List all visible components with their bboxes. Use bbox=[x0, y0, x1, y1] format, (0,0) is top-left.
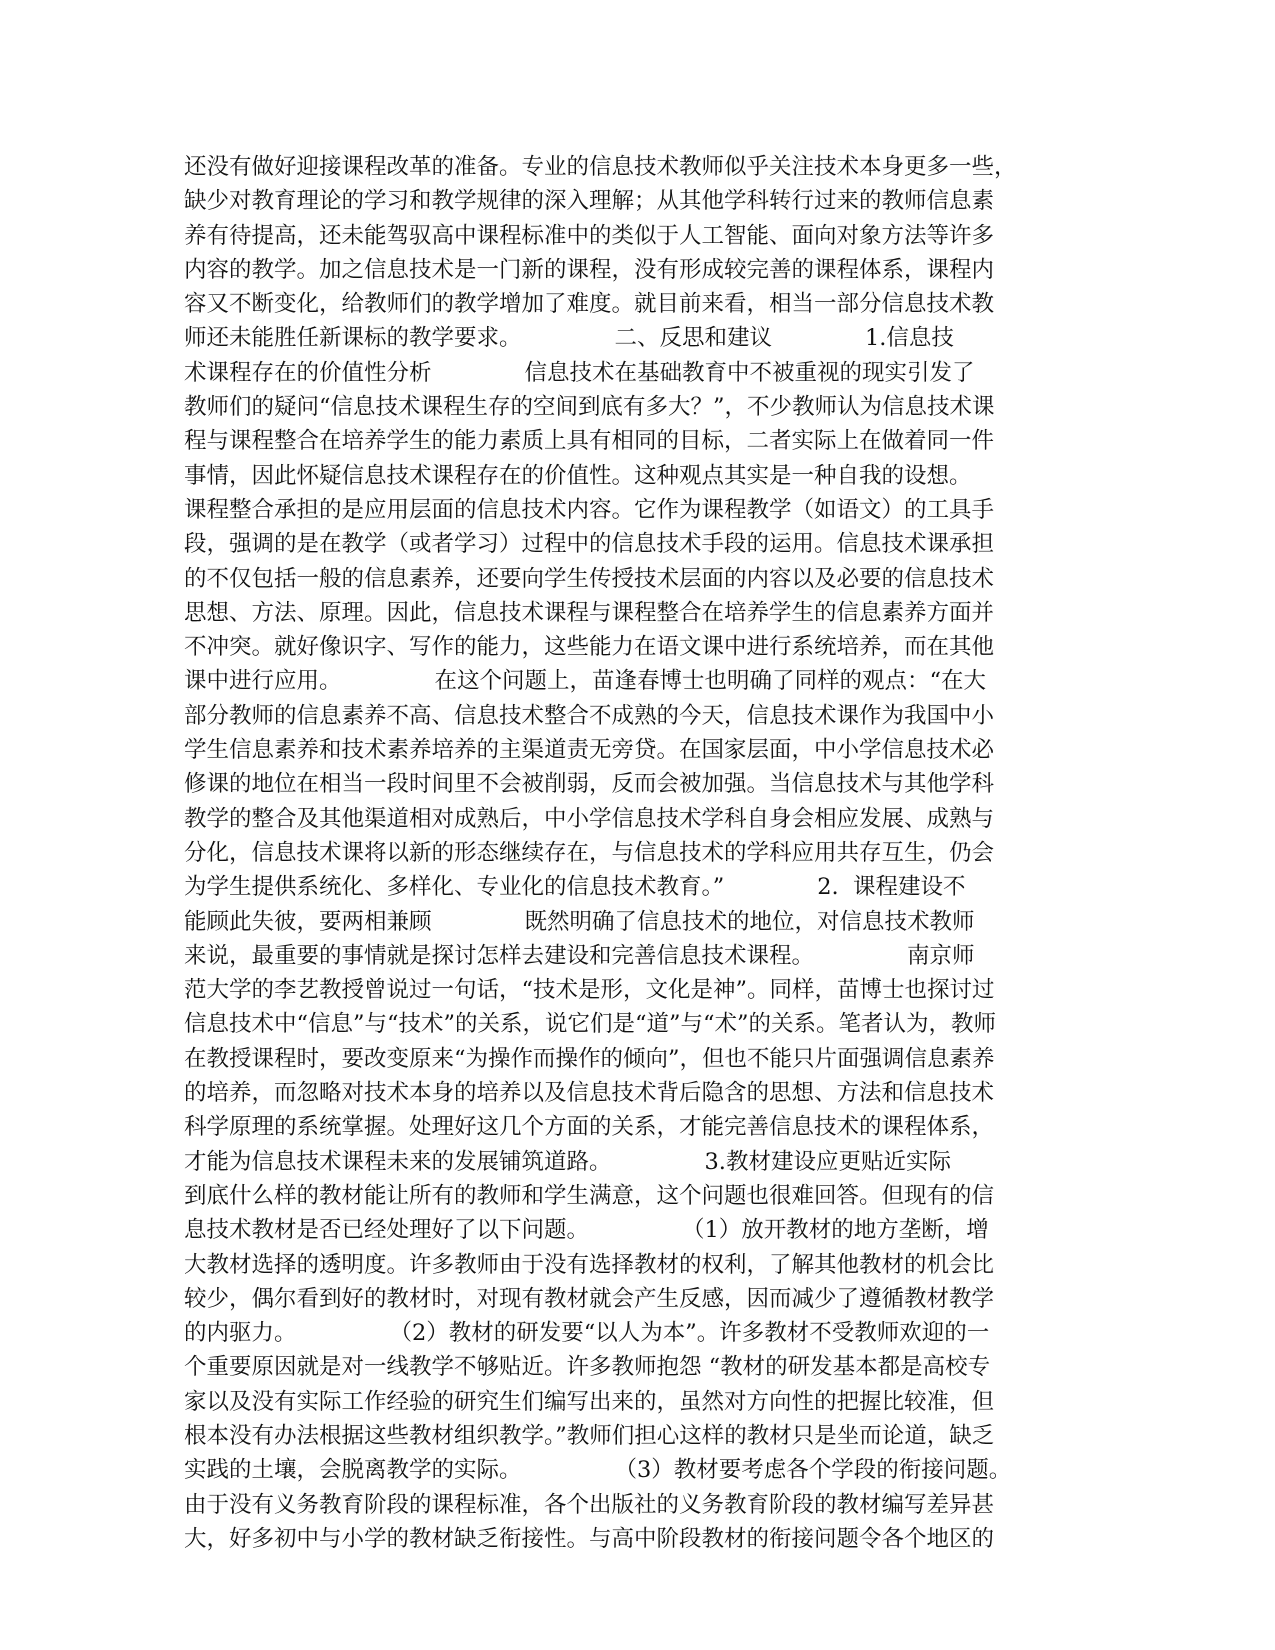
text-line: 学生信息素养和技术素养培养的主渠道责无旁贷。在国家层面，中小学信息技术必 bbox=[184, 737, 995, 764]
text-line: 由于没有义务教育阶段的课程标准，各个出版社的义务教育阶段的教材编写差异甚 bbox=[184, 1491, 995, 1518]
text-line: 段，强调的是在教学（或者学习）过程中的信息技术手段的运用。信息技术课承担 bbox=[184, 531, 995, 558]
text-line: 养有待提高，还未能驾驭高中课程标准中的类似于人工智能、面向对象方法等许多 bbox=[184, 222, 995, 249]
text-line: 能顾此失彼，要两相兼顾 既然明确了信息技术的地位，对信息技术教师 bbox=[184, 908, 975, 935]
text-line: 在教授课程时，要改变原来“为操作而操作的倾向”，但也不能只片面强调信息素养 bbox=[184, 1045, 995, 1072]
text-line: 部分教师的信息素养不高、信息技术整合不成熟的今天，信息技术课作为我国中小 bbox=[184, 702, 995, 729]
text-line: 课中进行应用。 在这个问题上，苗逢春博士也明确了同样的观点：“在大 bbox=[184, 668, 986, 695]
text-line: 还没有做好迎接课程改革的准备。专业的信息技术教师似乎关注技术本身更多一些， bbox=[184, 154, 1017, 180]
text-line: 家以及没有实际工作经验的研究生们编写出来的，虽然对方向性的把握比较准，但 bbox=[184, 1388, 995, 1415]
text-line: 息技术教材是否已经处理好了以下问题。 （1）放开教材的地方垄断，增 bbox=[184, 1217, 989, 1244]
text-line: 分化，信息技术课将以新的形态继续存在，与信息技术的学科应用共存互生，仍会 bbox=[184, 839, 995, 866]
text-line: 程与课程整合在培养学生的能力素质上具有相同的目标，二者实际上在做着同一件 bbox=[184, 428, 995, 455]
text-line: 内容的教学。加之信息技术是一门新的课程，没有形成较完善的课程体系，课程内 bbox=[184, 256, 995, 283]
text-line: 教学的整合及其他渠道相对成熟后，中小学信息技术学科自身会相应发展、成熟与 bbox=[184, 805, 995, 832]
text-line: 根本没有办法根据这些教材组织教学。”教师们担心这样的教材只是坐而论道，缺乏 bbox=[184, 1422, 995, 1449]
text-line: 较少，偶尔看到好的教材时，对现有教材就会产生反感，因而减少了遵循教材教学 bbox=[184, 1285, 995, 1312]
text-line: 教师们的疑问“信息技术课程生存的空间到底有多大？”，不少教师认为信息技术课 bbox=[184, 394, 995, 421]
text-line: 才能为信息技术课程未来的发展铺筑道路。 3.教材建设应更贴近实际 bbox=[184, 1148, 951, 1175]
text-line: 个重要原因就是对一线教学不够贴近。许多教师抱怨 “教材的研发基本都是高校专 bbox=[184, 1354, 991, 1381]
text-line: 的不仅包括一般的信息素养，还要向学生传授技术层面的内容以及必要的信息技术 bbox=[184, 565, 995, 592]
text-line: 范大学的李艺教授曾说过一句话，“技术是形，文化是神”。同样，苗博士也探讨过 bbox=[184, 977, 995, 1004]
text-line: 实践的土壤，会脱离教学的实际。 （3）教材要考虑各个学段的衔接问题。 bbox=[184, 1457, 1012, 1484]
text-line: 思想、方法、原理。因此，信息技术课程与课程整合在培养学生的信息素养方面并 bbox=[184, 599, 995, 626]
text-line: 信息技术中“信息”与“技术”的关系，说它们是“道”与“术”的关系。笔者认为，教师 bbox=[184, 1011, 997, 1038]
text-line: 大教材选择的透明度。许多教师由于没有选择教材的权利，了解其他教材的机会比 bbox=[184, 1251, 995, 1278]
text-line: 科学原理的系统掌握。处理好这几个方面的关系，才能完善信息技术的课程体系， bbox=[184, 1114, 995, 1141]
text-line: 事情，因此怀疑信息技术课程存在的价值性。这种观点其实是一种自我的设想。 bbox=[184, 462, 972, 489]
text-line: 不冲突。就好像识字、写作的能力，这些能力在语文课中进行系统培养，而在其他 bbox=[184, 634, 995, 661]
text-line: 的培养，而忽略对技术本身的培养以及信息技术背后隐含的思想、方法和信息技术 bbox=[184, 1080, 995, 1107]
text-line: 容又不断变化，给教师们的教学增加了难度。就目前来看，相当一部分信息技术教 bbox=[184, 291, 995, 318]
text-line: 大，好多初中与小学的教材缺乏衔接性。与高中阶段教材的衔接问题令各个地区的 bbox=[184, 1525, 995, 1552]
text-line: 课程整合承担的是应用层面的信息技术内容。它作为课程教学（如语文）的工具手 bbox=[184, 496, 995, 523]
text-line: 缺少对教育理论的学习和教学规律的深入理解；从其他学科转行过来的教师信息素 bbox=[184, 188, 995, 215]
text-line: 的内驱力。 （2）教材的研发要“以人为本”。许多教材不受教师欢迎的一 bbox=[184, 1320, 990, 1347]
text-line: 术课程存在的价值性分析 信息技术在基础教育中不被重视的现实引发了 bbox=[184, 359, 975, 386]
text-line: 来说，最重要的事情就是探讨怎样去建设和完善信息技术课程。 南京师 bbox=[184, 942, 975, 969]
text-line: 师还未能胜任新课标的教学要求。 二、反思和建议 1.信息技 bbox=[184, 325, 954, 352]
text-line: 为学生提供系统化、多样化、专业化的信息技术教育。” 2. 课程建设不 bbox=[184, 874, 966, 901]
text-line: 到底什么样的教材能让所有的教师和学生满意，这个问题也很难回答。但现有的信 bbox=[184, 1182, 995, 1209]
body-text bbox=[184, 150, 1084, 1556]
text-line: 修课的地位在相当一段时间里不会被削弱，反而会被加强。当信息技术与其他学科 bbox=[184, 771, 995, 798]
